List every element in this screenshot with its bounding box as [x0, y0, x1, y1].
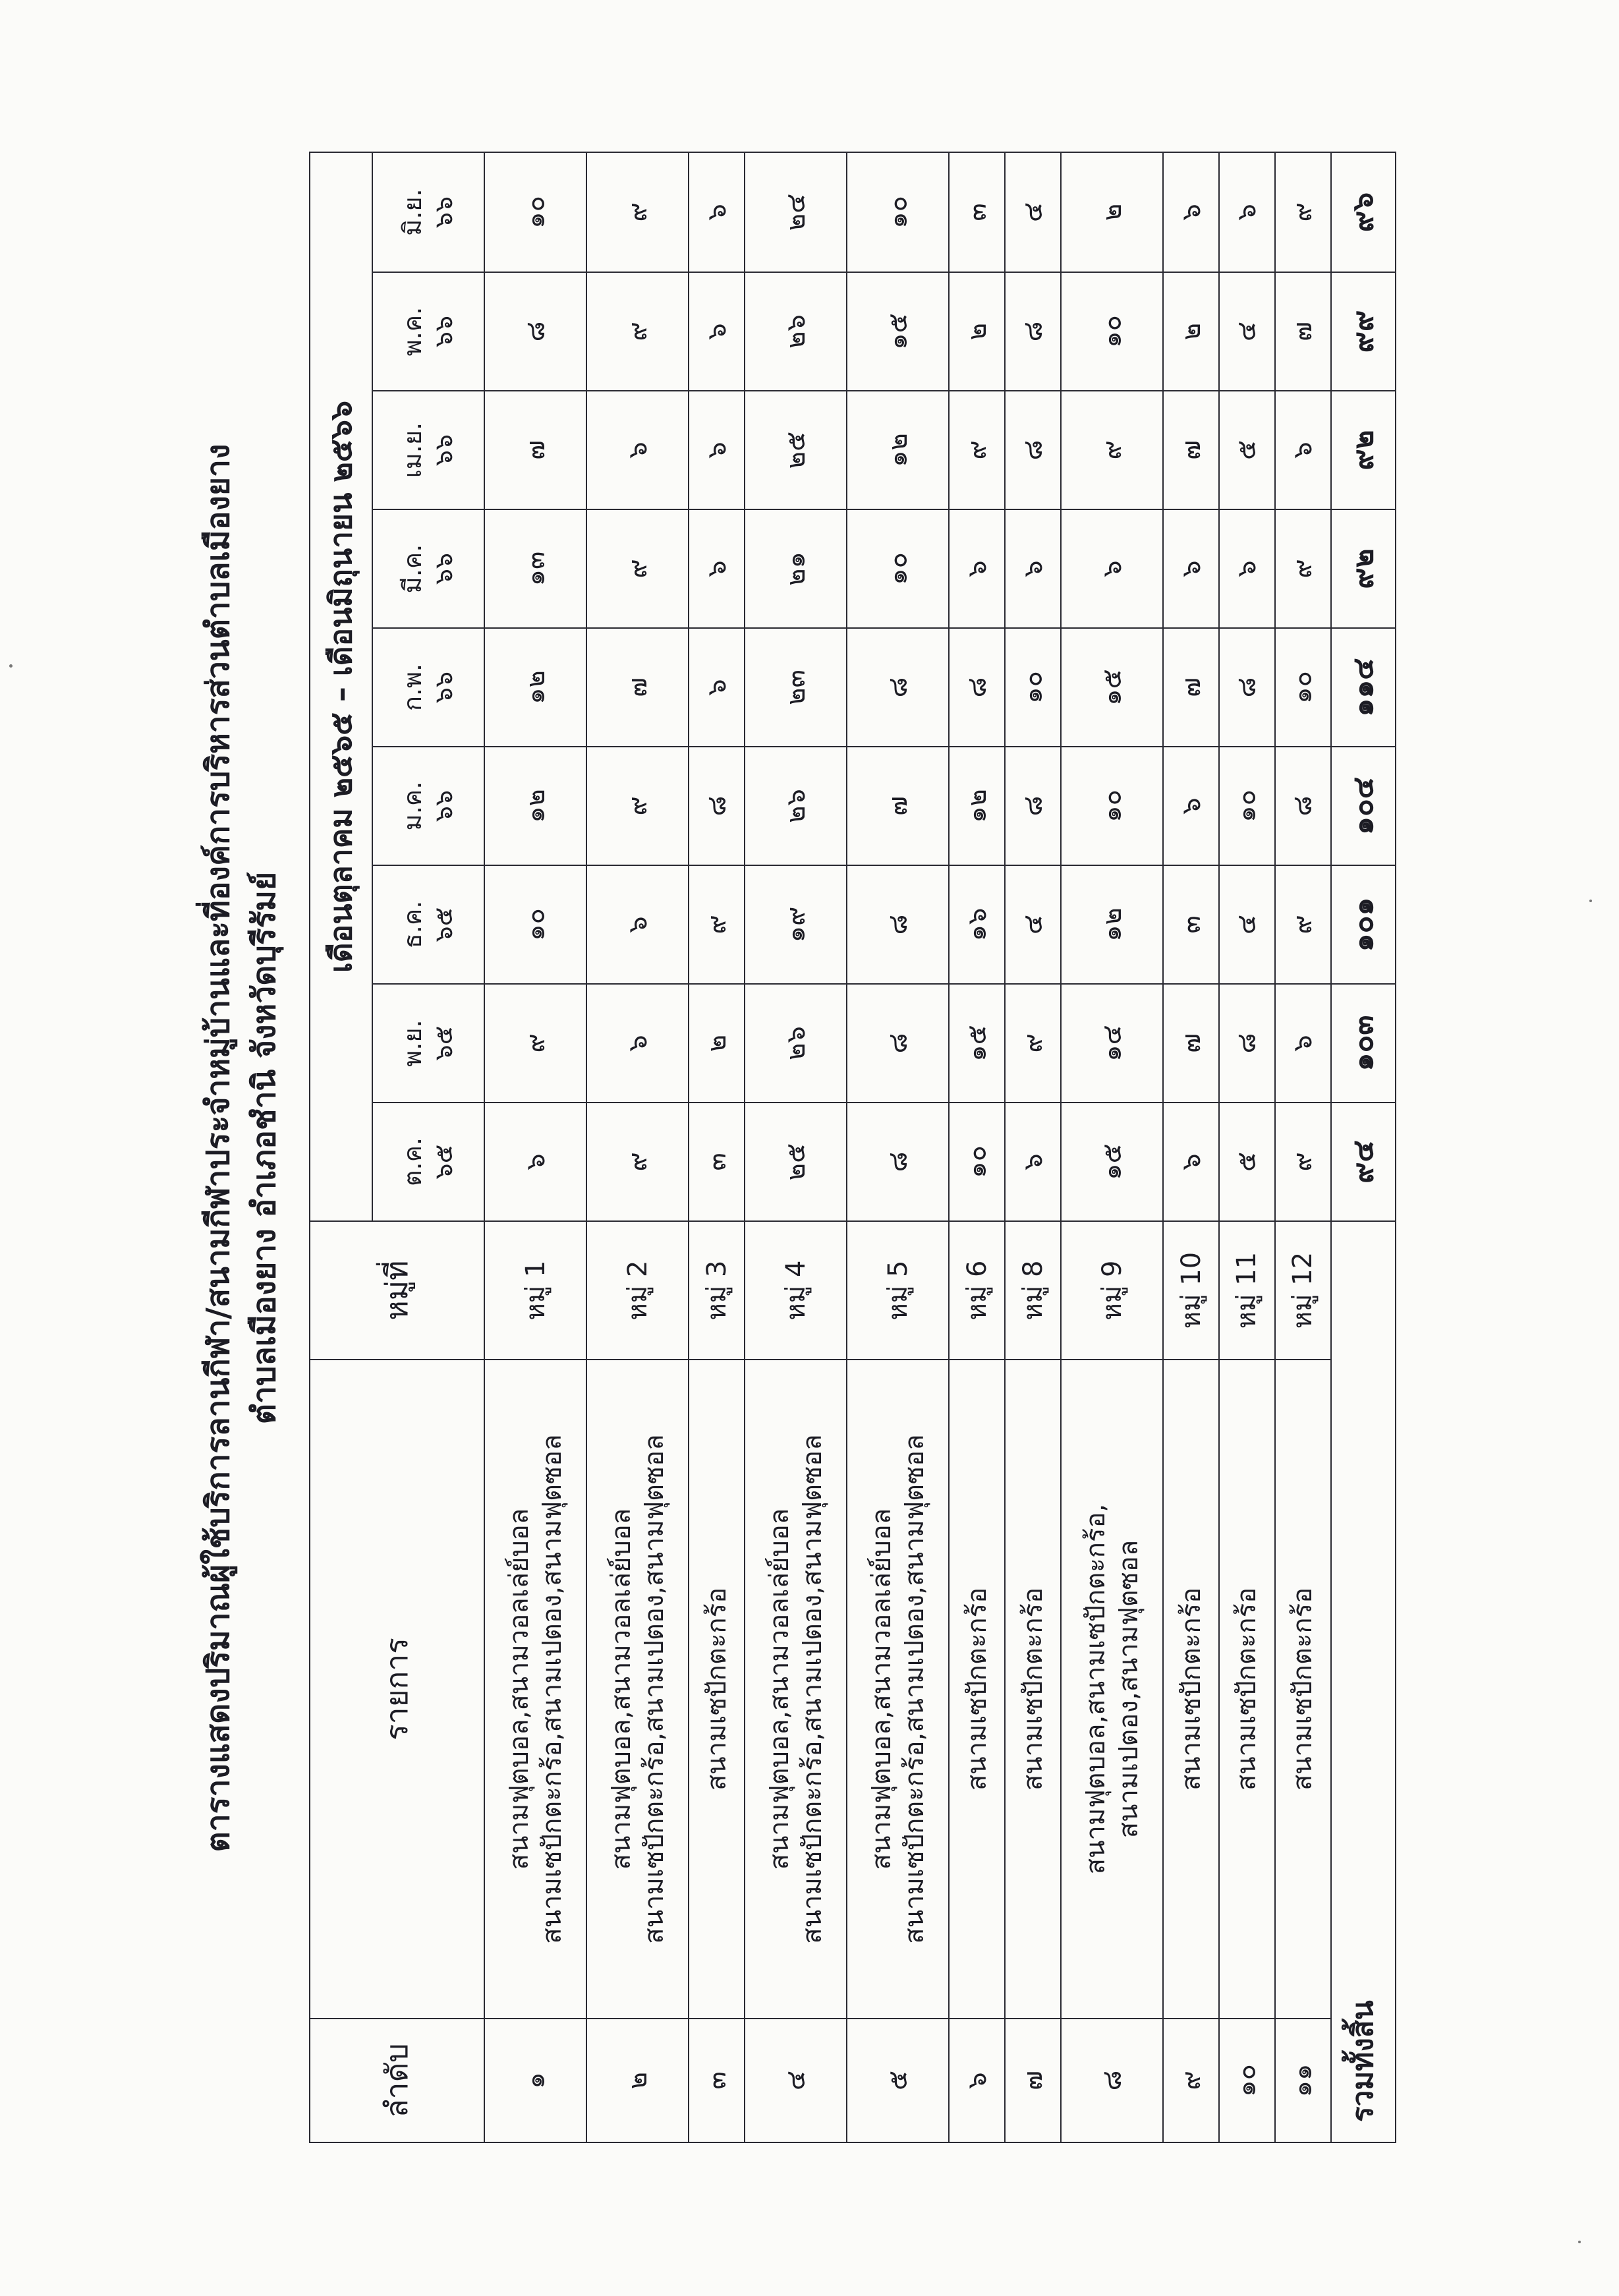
- row-item-line2: สนามเปตอง,สนามฟุตซอล: [1113, 1539, 1144, 1839]
- row-value: ๑๕: [1061, 628, 1163, 747]
- total-value: ๙๒: [1330, 391, 1395, 509]
- row-value: ๔: [1219, 865, 1275, 984]
- row-value: ๗: [1163, 391, 1219, 509]
- month-header: [372, 984, 484, 1103]
- row-value: ๒๔: [745, 152, 847, 272]
- row-value: ๑๒: [847, 391, 949, 509]
- row-value: ๖: [1005, 509, 1061, 628]
- row-value: ๑๖: [949, 865, 1005, 984]
- row-value: ๒๕: [745, 391, 847, 509]
- row-value: ๖: [586, 865, 689, 984]
- row-value: ๑๐: [1061, 272, 1163, 391]
- table-row: [847, 152, 949, 2142]
- row-value: ๖: [1274, 391, 1330, 509]
- row-value: ๒๖: [745, 984, 847, 1103]
- month-name: ม.ค.: [397, 781, 426, 831]
- row-item-line1: สนามฟุตบอล,สนามวอลเล่ย์บอล: [503, 1508, 534, 1870]
- row-value: ๒๓: [745, 628, 847, 747]
- row-order: ๘: [1061, 2019, 1163, 2142]
- month-name: ก.พ.: [397, 663, 426, 712]
- row-value: ๖: [586, 984, 689, 1103]
- row-value: ๖: [1219, 509, 1275, 628]
- row-value: ๑๒: [949, 747, 1005, 865]
- row-value: ๑๐: [949, 1103, 1005, 1221]
- month-header: [372, 628, 484, 747]
- row-value: ๖: [1163, 509, 1219, 628]
- month-year: ๖๕: [428, 1025, 458, 1061]
- row-village: หมู่ 8: [1005, 1221, 1061, 1360]
- row-value: ๘: [949, 628, 1005, 747]
- row-item-line2: สนามเซปักตะกร้อ,สนามเปตอง,สนามฟุตซอล: [536, 1434, 567, 1944]
- row-order: ๓: [689, 2019, 745, 2142]
- row-value: ๘: [689, 747, 745, 865]
- row-item-line1: สนามฟุตบอล,สนามวอลเล่ย์บอล: [606, 1508, 637, 1870]
- month-year: ๖๕: [428, 1144, 458, 1180]
- row-value: ๙: [689, 865, 745, 984]
- total-value: ๙๖: [1330, 152, 1395, 272]
- row-value: ๒๖: [745, 747, 847, 865]
- table-row: [1274, 152, 1330, 2142]
- table-row: [1219, 152, 1275, 2142]
- month-name: มิ.ย.: [397, 188, 426, 236]
- total-value: ๙๒: [1330, 509, 1395, 628]
- month-name: ต.ค.: [397, 1137, 426, 1187]
- row-order: ๗: [1005, 2019, 1061, 2142]
- row-value: ๖: [586, 391, 689, 509]
- row-value: ๑๕: [949, 984, 1005, 1103]
- month-year: ๖๖: [428, 434, 458, 467]
- row-order: ๕: [847, 2019, 949, 2142]
- usage-table: [309, 152, 1396, 2143]
- row-order: ๙: [1163, 2019, 1219, 2142]
- row-item-line1: สนามเซปักตะกร้อ: [1176, 1587, 1207, 1791]
- table-row: [1061, 152, 1163, 2142]
- table-row: [484, 152, 586, 2142]
- header-item: รายการ: [310, 1360, 484, 2019]
- total-value: ๑๐๔: [1330, 747, 1395, 865]
- row-order: ๑๑: [1274, 2019, 1330, 2142]
- row-village: หมู่ 12: [1274, 1221, 1330, 1360]
- row-value: ๘: [1005, 272, 1061, 391]
- row-value: ๕: [1219, 1103, 1275, 1221]
- row-village: หมู่ 2: [586, 1221, 689, 1360]
- row-value: ๙: [1061, 391, 1163, 509]
- row-order: ๑๐: [1219, 2019, 1275, 2142]
- row-item-line1: สนามฟุตบอล,สนามเซปักตะกร้อ,: [1080, 1503, 1111, 1875]
- row-value: ๒๕: [745, 1103, 847, 1221]
- row-village: หมู่ 10: [1163, 1221, 1219, 1360]
- month-header: [372, 865, 484, 984]
- row-value: ๘: [847, 984, 949, 1103]
- row-village: หมู่ 6: [949, 1221, 1005, 1360]
- row-item-line1: สนามฟุตบอล,สนามวอลเล่ย์บอล: [764, 1508, 795, 1870]
- row-value: ๙: [1274, 509, 1330, 628]
- row-value: ๘: [1274, 747, 1330, 865]
- month-year: ๖๖: [428, 196, 458, 229]
- row-item-line1: สนามเซปักตะกร้อ: [1017, 1587, 1048, 1791]
- row-value: ๗: [484, 391, 586, 509]
- row-value: ๕: [1219, 391, 1275, 509]
- month-header: [372, 1103, 484, 1221]
- row-value: ๖: [689, 628, 745, 747]
- row-value: ๑๐: [1219, 747, 1275, 865]
- row-village: หมู่ 1: [484, 1221, 586, 1360]
- row-value: ๖: [1274, 984, 1330, 1103]
- month-year: ๖๖: [428, 789, 458, 822]
- scan-speck: [1589, 900, 1592, 902]
- row-value: ๑๐: [847, 152, 949, 272]
- row-value: ๔: [1005, 152, 1061, 272]
- total-row: [1330, 152, 1395, 2142]
- row-value: ๖: [689, 272, 745, 391]
- month-name: มี.ค.: [397, 544, 426, 594]
- row-value: ๑๐: [484, 865, 586, 984]
- month-year: ๖๖: [428, 552, 458, 585]
- row-value: ๘: [1005, 747, 1061, 865]
- row-value: ๘: [847, 628, 949, 747]
- row-item: [847, 1360, 949, 2019]
- month-header: [372, 152, 484, 272]
- row-village: หมู่ 5: [847, 1221, 949, 1360]
- row-order: ๒: [586, 2019, 689, 2142]
- row-value: ๖: [1163, 747, 1219, 865]
- row-value: ๖: [1061, 509, 1163, 628]
- row-value: ๙: [586, 509, 689, 628]
- table-row: [689, 152, 745, 2142]
- row-item-line1: สนามเซปักตะกร้อ: [1287, 1587, 1318, 1791]
- row-item-line2: สนามเซปักตะกร้อ,สนามเปตอง,สนามฟุตซอล: [899, 1434, 930, 1944]
- row-value: ๖: [484, 1103, 586, 1221]
- row-value: ๑๓: [484, 509, 586, 628]
- row-item-line2: สนามเซปักตะกร้อ,สนามเปตอง,สนามฟุตซอล: [639, 1434, 669, 1944]
- row-item: [1163, 1360, 1219, 2019]
- total-value: ๑๐๓: [1330, 984, 1395, 1103]
- row-value: ๗: [1163, 984, 1219, 1103]
- row-value: ๗: [1274, 272, 1330, 391]
- row-village: หมู่ 3: [689, 1221, 745, 1360]
- row-value: ๓: [1163, 865, 1219, 984]
- scan-speck: [9, 664, 13, 668]
- row-village: หมู่ 11: [1219, 1221, 1275, 1360]
- row-value: ๔: [1219, 272, 1275, 391]
- month-header: [372, 509, 484, 628]
- row-value: ๙: [949, 391, 1005, 509]
- row-value: ๑๐: [484, 152, 586, 272]
- row-item-line1: สนามเซปักตะกร้อ: [1231, 1587, 1262, 1791]
- row-value: ๑๔: [1061, 984, 1163, 1103]
- row-value: ๑๙: [745, 865, 847, 984]
- row-value: ๒: [1163, 272, 1219, 391]
- table-row: [1005, 152, 1061, 2142]
- row-value: ๘: [1005, 391, 1061, 509]
- month-header: [372, 391, 484, 509]
- row-value: ๑๕: [1061, 1103, 1163, 1221]
- row-item: [1005, 1360, 1061, 2019]
- row-value: ๑๐: [1061, 747, 1163, 865]
- row-value: ๙: [484, 984, 586, 1103]
- row-item-line1: สนามเซปักตะกร้อ: [701, 1587, 732, 1791]
- row-value: ๘: [847, 865, 949, 984]
- table-row: [586, 152, 689, 2142]
- header-village: หมู่ที่: [310, 1221, 484, 1360]
- row-value: ๔: [1005, 865, 1061, 984]
- total-label: รวมทั้งสิ้น: [1330, 1221, 1395, 2142]
- table-body: [484, 152, 1396, 2142]
- row-order: ๖: [949, 2019, 1005, 2142]
- row-village: หมู่ 4: [745, 1221, 847, 1360]
- table-row: [1163, 152, 1219, 2142]
- month-year: ๖๖: [428, 315, 458, 348]
- total-value: ๙๙: [1330, 272, 1395, 391]
- row-value: ๑๐: [1005, 628, 1061, 747]
- scan-speck: [1578, 2241, 1581, 2243]
- row-value: ๗: [847, 747, 949, 865]
- row-value: ๖: [949, 509, 1005, 628]
- total-value: ๑๑๔: [1330, 628, 1395, 747]
- month-header: [372, 272, 484, 391]
- month-year: ๖๕: [428, 907, 458, 942]
- row-value: ๓: [949, 152, 1005, 272]
- row-value: ๑๕: [847, 272, 949, 391]
- header-period: เดือนตุลาคม ๒๕๖๕ – เดือนมิถุนายน ๒๕๖๖: [310, 152, 372, 1221]
- month-name: พ.ค.: [397, 306, 426, 357]
- row-value: ๑๒: [1061, 865, 1163, 984]
- row-item-line2: สนามเซปักตะกร้อ,สนามเปตอง,สนามฟุตซอล: [797, 1434, 828, 1944]
- row-value: ๑๒: [484, 747, 586, 865]
- rotated-page: [197, 153, 1423, 2143]
- total-value: ๙๔: [1330, 1103, 1395, 1221]
- row-value: ๖: [689, 391, 745, 509]
- row-item: [586, 1360, 689, 2019]
- month-year: ๖๖: [428, 671, 458, 704]
- row-value: ๑๐: [1274, 628, 1330, 747]
- row-value: ๙: [586, 152, 689, 272]
- row-value: ๙: [586, 747, 689, 865]
- month-header: [372, 747, 484, 865]
- row-value: ๙: [1274, 865, 1330, 984]
- month-name: เม.ย.: [397, 422, 426, 478]
- row-value: ๗: [1163, 628, 1219, 747]
- document-subtitle: ตำบลเมืองยาง อำเภอชำนิ จังหวัดบุรีรัมย์: [245, 871, 283, 1425]
- row-item: [689, 1360, 745, 2019]
- row-item: [484, 1360, 586, 2019]
- row-item: [1219, 1360, 1275, 2019]
- row-value: ๒: [689, 984, 745, 1103]
- row-value: ๙: [586, 272, 689, 391]
- total-value: ๑๐๑: [1330, 865, 1395, 984]
- row-order: ๔: [745, 2019, 847, 2142]
- row-value: ๖: [1163, 1103, 1219, 1221]
- row-item: [745, 1360, 847, 2019]
- row-value: ๖: [1005, 1103, 1061, 1221]
- row-item-line1: สนามฟุตบอล,สนามวอลเล่ย์บอล: [866, 1508, 897, 1870]
- row-value: ๙: [586, 1103, 689, 1221]
- row-value: ๓: [689, 1103, 745, 1221]
- row-value: ๘: [484, 272, 586, 391]
- header-order: ลำดับ: [310, 2019, 484, 2142]
- table-row: [745, 152, 847, 2142]
- row-value: ๒๑: [745, 509, 847, 628]
- row-value: ๑๐: [847, 509, 949, 628]
- row-value: ๙: [1274, 152, 1330, 272]
- row-value: ๒: [1061, 152, 1163, 272]
- row-value: ๖: [1219, 152, 1275, 272]
- table-row: [949, 152, 1005, 2142]
- row-value: ๖: [1163, 152, 1219, 272]
- row-value: ๑๒: [484, 628, 586, 747]
- row-village: หมู่ 9: [1061, 1221, 1163, 1360]
- row-item: [1274, 1360, 1330, 2019]
- row-value: ๘: [1219, 628, 1275, 747]
- row-value: ๖: [689, 152, 745, 272]
- month-name: พ.ย.: [397, 1019, 426, 1067]
- document-title: ตารางแสดงปริมาณผู้ใช้บริการลานกีฬา/สนามกีฬาประจำหมู่บ้านและที่องค์การบริหารส่วนตำบลเมืองยาง: [199, 444, 237, 1852]
- row-value: ๘: [847, 1103, 949, 1221]
- table-header: [310, 152, 484, 2142]
- row-value: ๗: [586, 628, 689, 747]
- row-value: ๖: [689, 509, 745, 628]
- row-value: ๙: [1005, 984, 1061, 1103]
- row-item-line1: สนามเซปักตะกร้อ: [961, 1587, 992, 1791]
- row-item: [1061, 1360, 1163, 2019]
- month-name: ธ.ค.: [397, 900, 426, 949]
- row-order: ๑: [484, 2019, 586, 2142]
- row-value: ๒: [949, 272, 1005, 391]
- row-value: ๒๖: [745, 272, 847, 391]
- row-item: [949, 1360, 1005, 2019]
- row-value: ๙: [1274, 1103, 1330, 1221]
- row-value: ๘: [1219, 984, 1275, 1103]
